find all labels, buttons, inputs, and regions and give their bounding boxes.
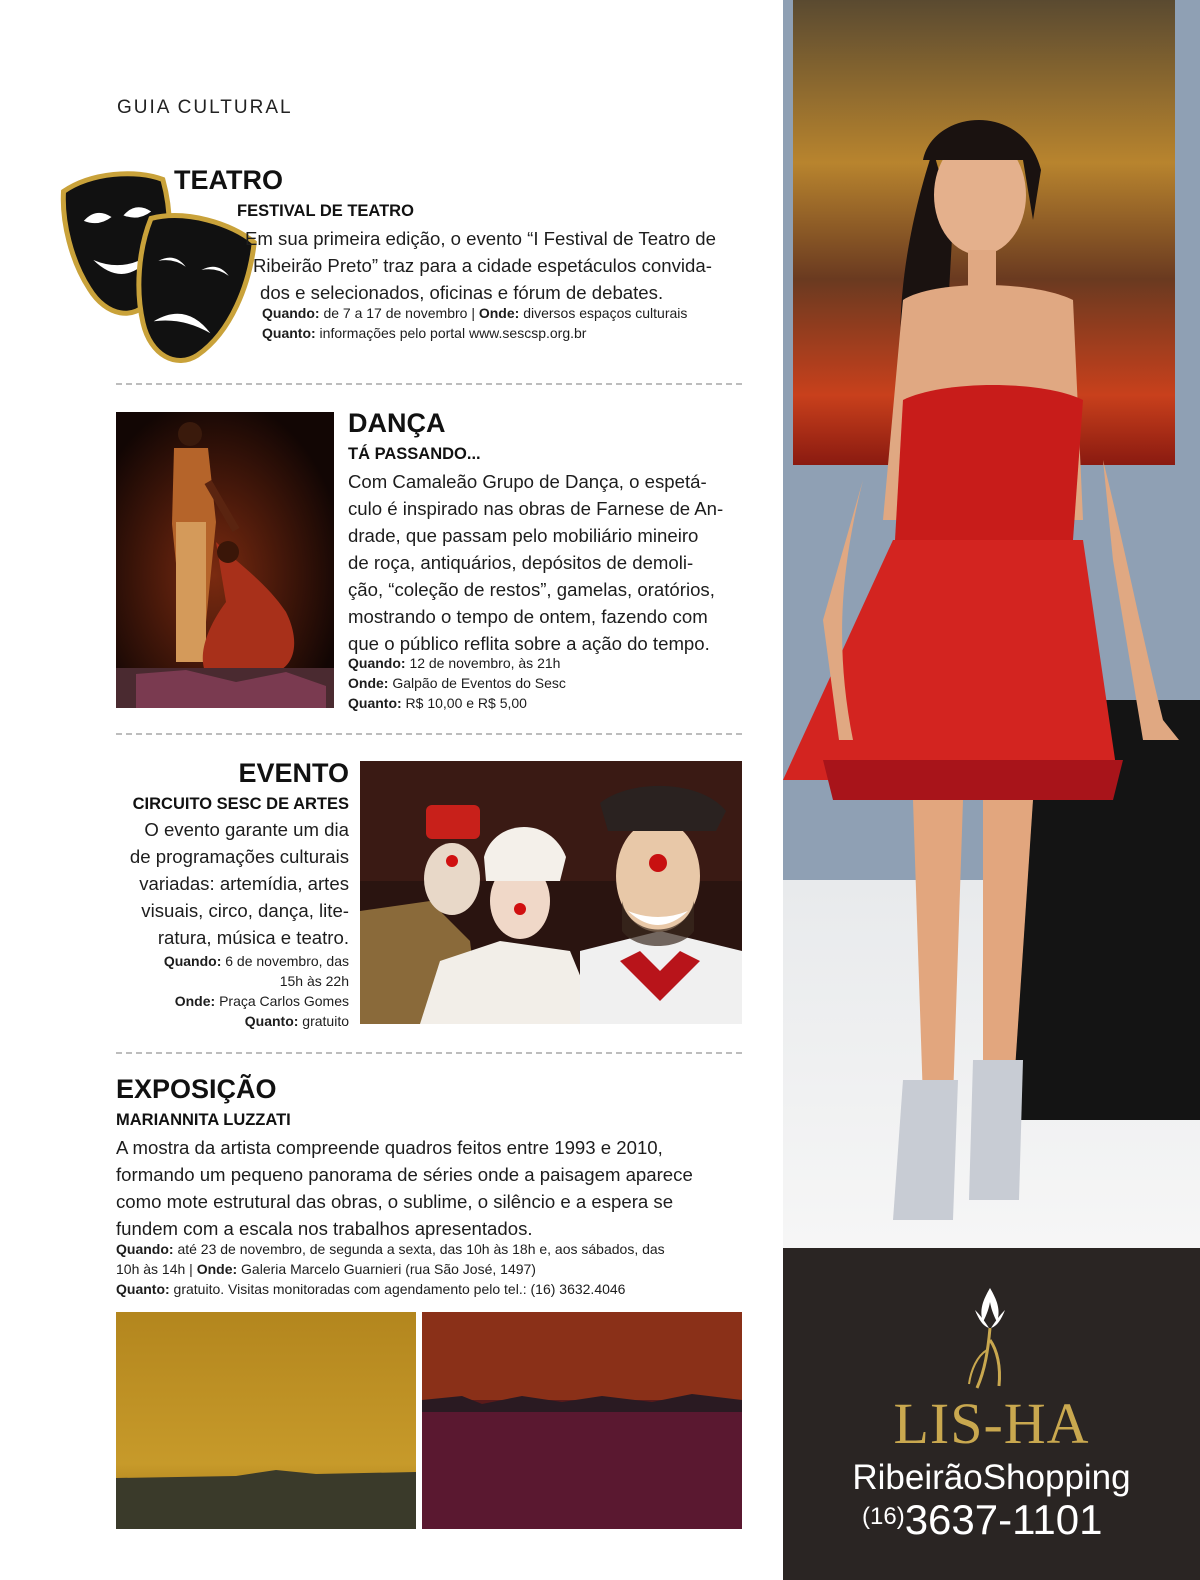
evento-title: EVENTO <box>238 758 349 788</box>
exposicao-body <box>116 1134 693 1242</box>
exposicao-subtitle: MARIANNITA LUZZATI <box>116 1111 291 1129</box>
section-divider <box>116 383 742 385</box>
evento-info-when-2: 15h às 22h <box>279 973 349 990</box>
danca-body-line: culo é inspirado nas obras de Farnese de An- <box>348 498 724 519</box>
danca-body-line: mostrando o tempo de ontem, fazendo com <box>348 606 708 627</box>
clowns-photo <box>360 761 742 1024</box>
evento-body-line: ratura, música e teatro. <box>157 927 349 949</box>
evento-body <box>116 816 349 951</box>
teatro-title: TEATRO <box>174 165 283 195</box>
evento-body-line: de programações culturais <box>129 846 349 868</box>
exposicao-info-when: Quando: até 23 de novembro, de segunda a sexta, das 10h às 18h e, aos sábados, das <box>116 1241 665 1257</box>
danca-info-price: Quanto: R$ 10,00 e R$ 5,00 <box>348 695 527 711</box>
evento-info-when: Quando: 6 de novembro, das <box>163 953 349 970</box>
danca-body-line: ção, “coleção de restos”, gamelas, oratórios, <box>348 579 715 600</box>
painting-2 <box>422 1312 742 1529</box>
evento-body-line: variadas: artemídia, artes <box>139 873 349 895</box>
exposicao-body-line: A mostra da artista compreende quadros feitos entre 1993 e 2010, <box>116 1137 663 1158</box>
danca-body-line: de roça, antiquários, depósitos de demoli- <box>348 552 694 573</box>
phone-area-code: (16) <box>862 1503 905 1530</box>
section-divider <box>116 733 742 735</box>
evento-body-line: O evento garante um dia <box>144 819 349 841</box>
danca-info <box>348 653 566 713</box>
lily-logo-icon <box>955 1280 1025 1390</box>
dance-photo <box>116 412 334 708</box>
painting-1 <box>116 1312 416 1529</box>
danca-subtitle: TÁ PASSANDO... <box>348 445 481 463</box>
evento-text-block <box>116 760 349 1031</box>
exposicao-title: EXPOSIÇÃO <box>116 1074 277 1104</box>
section-header: GUIA CULTURAL <box>117 97 293 118</box>
teatro-body-line-3: dos e selecionados, oficinas e fórum de debates. <box>260 282 664 303</box>
evento-info-price: Quanto: gratuito <box>244 1013 349 1030</box>
ad-model-photo <box>783 0 1200 1248</box>
phone-number: 3637-1101 <box>904 1496 1103 1543</box>
teatro-body-line-1: Em sua primeira edição, o evento “I Festival de Teatro de <box>245 228 716 249</box>
exposicao-info-price: Quanto: gratuito. Visitas monitoradas com agendamento pelo tel.: (16) 3632.4046 <box>116 1281 626 1297</box>
danca-body-line: Com Camaleão Grupo de Dança, o espetá- <box>348 471 707 492</box>
danca-body-line: que o público reflita sobre a ação do tempo. <box>348 633 710 654</box>
danca-info-when: Quando: 12 de novembro, às 21h <box>348 655 561 671</box>
exposicao-info-where: 10h às 14h | Onde: Galeria Marcelo Guarnieri (rua São José, 1497) <box>116 1261 536 1277</box>
teatro-info-when: Quando: de 7 a 17 de novembro | Onde: diversos espaços culturais <box>262 305 688 321</box>
exposicao-body-line: fundem com a escala nos trabalhos apresentados. <box>116 1218 533 1239</box>
danca-body <box>348 468 723 657</box>
exposicao-body-line: formando um pequeno panorama de séries onde a paisagem aparece <box>116 1164 693 1185</box>
evento-info-where: Onde: Praça Carlos Gomes <box>174 993 349 1010</box>
exposicao-info <box>116 1239 746 1299</box>
evento-info <box>116 951 349 1031</box>
danca-info-where: Onde: Galpão de Eventos do Sesc <box>348 675 566 691</box>
danca-title: DANÇA <box>348 408 446 438</box>
shop-location: RibeirãoShopping <box>852 1458 1131 1497</box>
teatro-subtitle: FESTIVAL DE TEATRO <box>237 202 414 220</box>
shop-phone <box>862 1496 1102 1544</box>
danca-body-line: drade, que passam pelo mobiliário mineiro <box>348 525 699 546</box>
evento-body-line: visuais, circo, dança, lite- <box>141 900 349 922</box>
exposicao-body-line: como mote estrutural das obras, o sublime, o silêncio e a espera se <box>116 1191 674 1212</box>
teatro-info-price: Quanto: informações pelo portal www.sescsp.org.br <box>262 325 587 341</box>
evento-subtitle: CIRCUITO SESC DE ARTES <box>132 795 349 813</box>
teatro-body-line-2: Ribeirão Preto” traz para a cidade espetáculos convida- <box>253 255 712 276</box>
section-divider <box>116 1052 742 1054</box>
brand-name: LIS-HA <box>893 1391 1090 1456</box>
